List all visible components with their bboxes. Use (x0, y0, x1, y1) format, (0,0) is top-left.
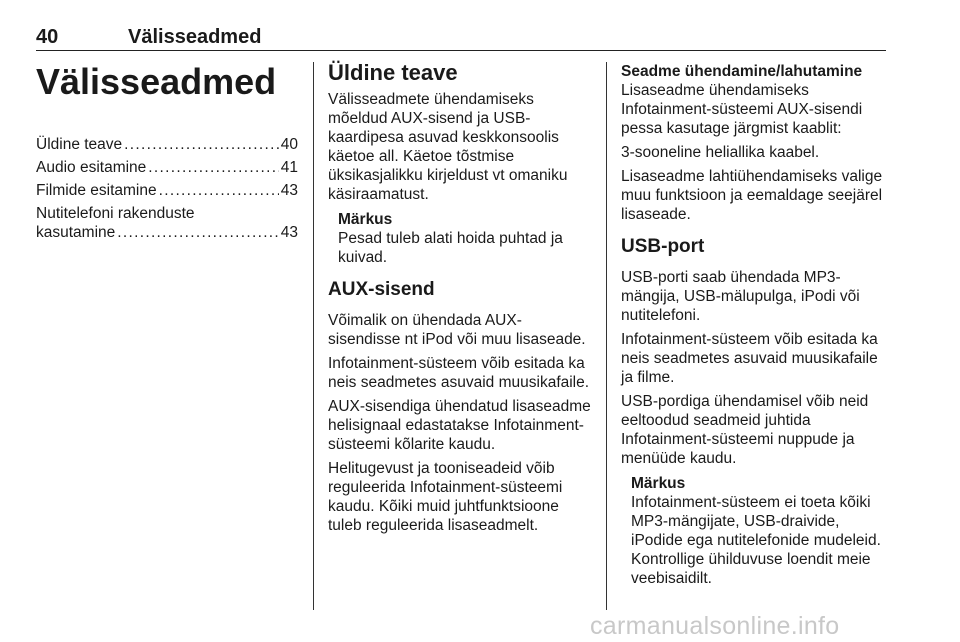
toc-entry[interactable] (36, 181, 298, 200)
toc-entry[interactable] (36, 135, 298, 154)
column-general-info (328, 62, 594, 540)
toc-leader (159, 181, 279, 200)
toc-page: 43 (280, 182, 298, 199)
toc-label: Filmide esitamine (36, 182, 157, 199)
section-heading-aux: AUX-sisend (328, 279, 435, 300)
toc-leader (148, 158, 278, 177)
section-heading-general: Üldine teave (328, 60, 458, 85)
toc-label-line1: Nutitelefoni rakenduste (36, 205, 195, 222)
note-title: Märkus (338, 211, 393, 228)
toc-leader (117, 223, 278, 242)
toc-entry-multiline[interactable] (36, 204, 298, 242)
toc-page: 40 (280, 136, 298, 153)
column-divider-2 (606, 62, 607, 610)
column-toc (36, 62, 298, 246)
page-number: 40 (36, 26, 59, 48)
toc-entry[interactable] (36, 158, 298, 177)
paragraph: Helitugevust ja tooniseadeid võib reguleerida Infotainment-süsteemi kaudu. Kõiki muid juhtfunktsioone tuleb reguleerida lisaseadmelt. (328, 460, 563, 534)
note-box (328, 210, 594, 267)
toc-label: Üldine teave (36, 136, 123, 153)
toc-label: Audio esitamine (36, 159, 147, 176)
chapter-title: Välisseadmed (36, 61, 277, 102)
watermark: carmanualsonline.info (590, 612, 840, 640)
paragraph: USB-pordiga ühendamisel võib neid eeltoodud seadmeid juhtida Infotainment-süsteemi nuppude ja menüüde kaudu. (621, 393, 869, 467)
paragraph: Lisaseadme lahtiühendamiseks valige muu funktsioon ja eemaldage seejärel lisaseade. (621, 168, 883, 223)
paragraph: Infotainment-süsteem võib esitada ka neis seadmetes asuvaid muusikafaile. (328, 355, 590, 391)
paragraph: AUX-sisendiga ühendatud lisaseadme helisignaal edastatakse Infotainment-süsteemi kõlarite kaudu. (328, 398, 591, 453)
note-title: Märkus (631, 475, 686, 492)
paragraph: Välisseadmete ühendamiseks mõeldud AUX-sisend ja USB-kaardipesa asuvad keskkonsoolis käetoe all. Käetoe tõstmise üksikasjalikku kirjeldust vt omaniku käsiraamatust. (328, 91, 568, 203)
toc-page: 41 (280, 159, 298, 176)
subsection-heading-connect: Seadme ühendamine/lahutamine (621, 63, 863, 80)
toc-page: 43 (280, 224, 298, 241)
note-text: Infotainment-süsteem ei toeta kõiki MP3-mängijate, USB-draivide, iPodide ega nutitelefonide mudeleid. Kontrollige ühilduvuse loendit meie veebisaidilt. (631, 494, 881, 587)
paragraph: USB-porti saab ühendada MP3-mängija, USB-mälupulga, iPodi või nutitelefoni. (621, 269, 860, 324)
running-title: Välisseadmed (128, 26, 262, 48)
header-rule (36, 50, 886, 51)
paragraph: Lisaseadme ühendamiseks Infotainment-süsteemi AUX-sisendi pessa kasutage järgmist kaablit: (621, 82, 863, 137)
section-heading-usb: USB-port (621, 236, 705, 257)
paragraph: Infotainment-süsteem võib esitada ka neis seadmetes asuvaid muusikafaile ja filme. (621, 331, 878, 386)
toc-leader (124, 135, 279, 154)
paragraph: Võimalik on ühendada AUX-sisendisse nt iPod või muu lisaseade. (328, 312, 586, 348)
note-text: Pesad tuleb alati hoida puhtad ja kuivad. (338, 230, 563, 266)
toc-label-line2: kasutamine (36, 224, 116, 241)
paragraph: 3-sooneline heliallika kaabel. (621, 144, 820, 161)
column-divider-1 (313, 62, 314, 610)
column-usb (621, 62, 889, 598)
note-box (621, 474, 889, 588)
